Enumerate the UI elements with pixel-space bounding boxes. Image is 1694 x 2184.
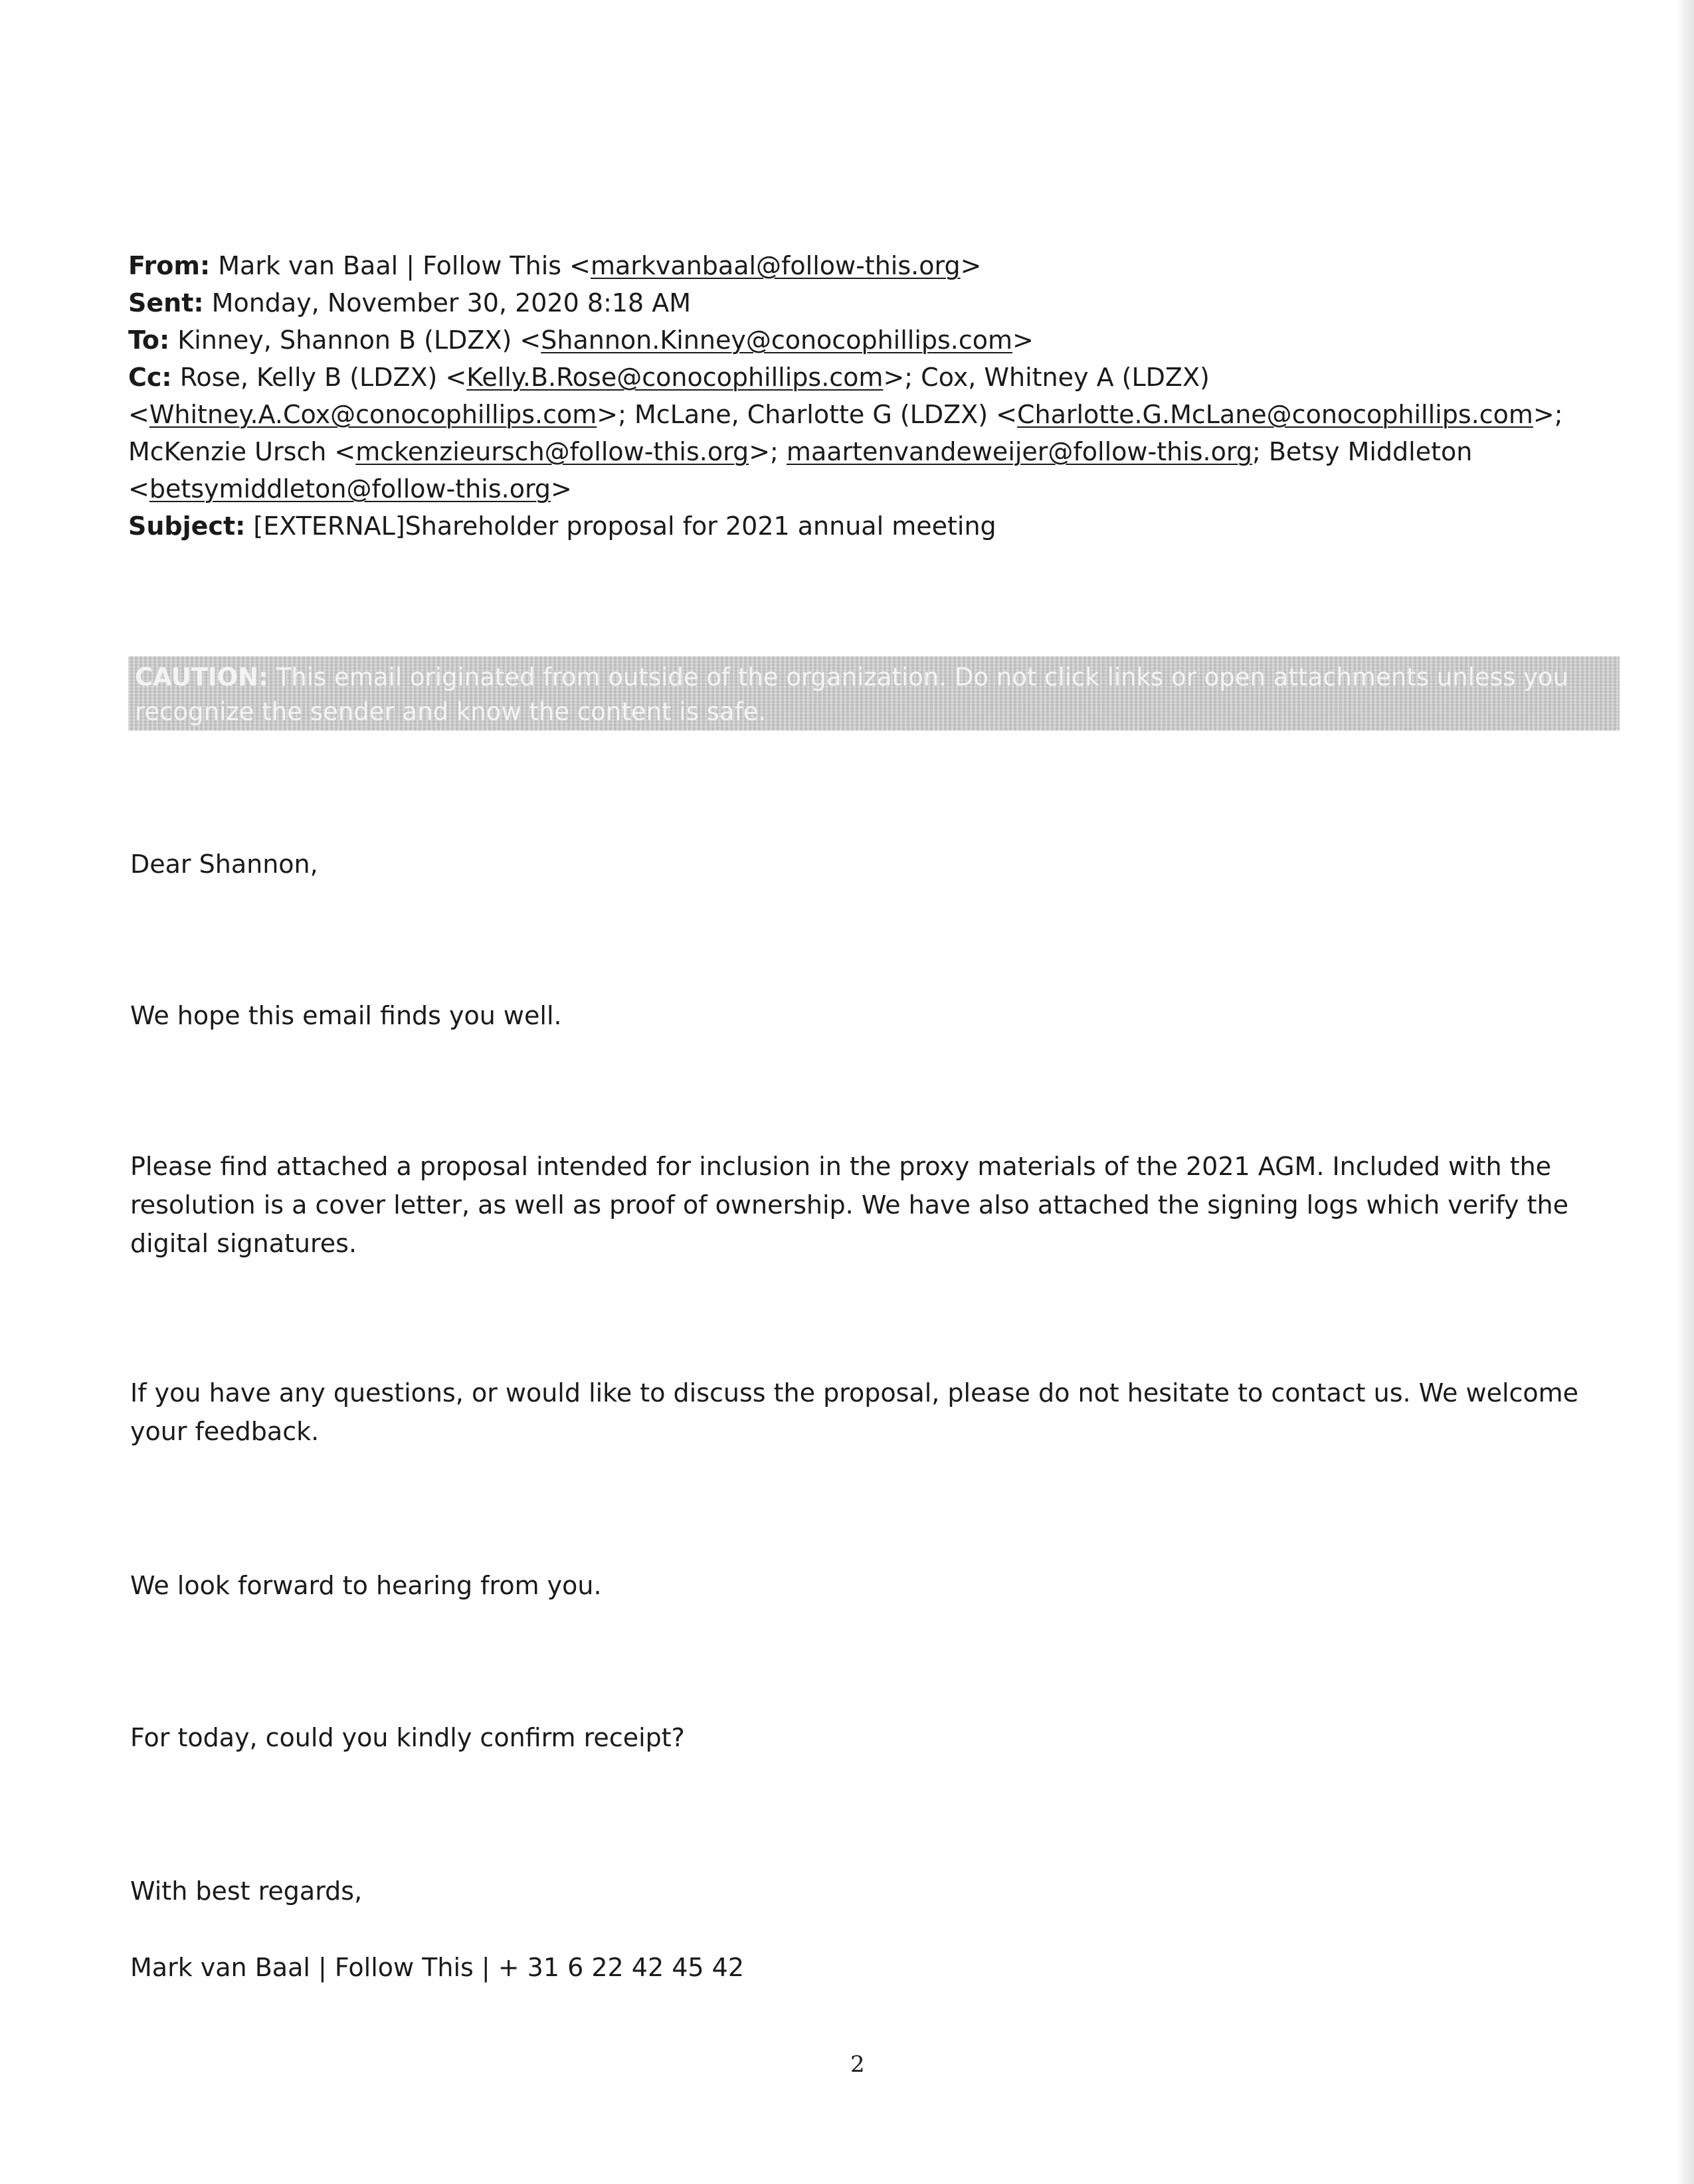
email-header [128,247,1623,545]
sent-value: Monday, November 30, 2020 8:18 AM [211,288,692,318]
cc-line-4 [128,470,1623,507]
cc-label: Cc: [128,363,172,392]
caution-text: This email originated from outside of the organization. Do not click links or open attachments unless you recognize the sender and know the content is safe. [135,663,1568,726]
sent-label: Sent: [128,288,204,318]
cc-4-name: McKenzie Ursch < [128,437,356,466]
subject-line [128,507,1623,545]
sent-line [128,284,1623,321]
subject-label: Subject: [128,511,246,541]
from-name: Mark van Baal | Follow This < [218,251,591,280]
cc-3-close: >; [1533,400,1563,429]
cc-2-open: < [128,400,149,429]
paragraph-2: Please find attached a proposal intended for inclusion in the proxy materials of the 2021 AGM. Included with the resolution is a cover letter, as well as proof of ownership. We have also attached the signing logs which verify the digital signatures. [130,1152,1568,1258]
cc-line-2 [128,396,1623,433]
from-close: > [960,251,982,280]
cc-line-3 [128,433,1623,470]
cc-1-email-link[interactable]: Kelly.B.Rose@conocophillips.com [466,363,884,392]
paragraph-1: We hope this email finds you well. [130,1001,562,1030]
cc-3-email-link[interactable]: Charlotte.G.McLane@conocophillips.com [1016,400,1533,429]
paragraph-3: If you have any questions, or would like to discuss the proposal, please do not hesitate to contact us. We welcome your feedback. [130,1378,1579,1446]
cc-6-close: > [551,474,572,503]
paragraph-4: We look forward to hearing from you. [130,1571,602,1600]
cc-4-email-link[interactable]: mckenzieursch@follow-this.org [355,437,749,466]
to-email-link[interactable]: Shannon.Kinney@conocophillips.com [541,325,1013,355]
from-line [128,247,1623,284]
greeting: Dear Shannon, [130,850,318,879]
page-number: 2 [850,2051,865,2078]
caution-label: CAUTION: [135,663,268,691]
to-label: To: [128,325,170,355]
cc-2-name: >; Cox, Whitney A (LDZX) [883,363,1210,392]
closing: With best regards, [130,1876,363,1906]
from-label: From: [128,251,211,280]
external-caution-banner [128,656,1620,731]
to-name: Kinney, Shannon B (LDZX) < [177,325,541,355]
subject-value: [EXTERNAL]Shareholder proposal for 2021 annual meeting [253,511,996,541]
to-close: > [1012,325,1034,355]
signature: Mark van Baal | Follow This | + 31 6 22 42 45 42 [130,1953,745,1982]
cc-2-email-link[interactable]: Whitney.A.Cox@conocophillips.com [149,400,597,429]
paragraph-5: For today, could you kindly confirm receipt? [130,1723,685,1752]
scan-edge-shadow [1677,0,1694,2184]
cc-6-email-link[interactable]: betsymiddleton@follow-this.org [149,474,551,503]
cc-line-1 [128,359,1623,396]
cc-4-close: >; [749,437,787,466]
cc-6-open: < [128,474,149,503]
cc-3-name: >; McLane, Charlotte G (LDZX) < [597,400,1017,429]
cc-5-email-link[interactable]: maartenvandeweijer@follow-this.org [786,437,1252,466]
cc-1-name: Rose, Kelly B (LDZX) < [179,363,467,392]
to-line [128,321,1623,359]
from-email-link[interactable]: markvanbaal@follow-this.org [591,251,961,280]
cc-6-name: ; Betsy Middleton [1252,437,1473,466]
